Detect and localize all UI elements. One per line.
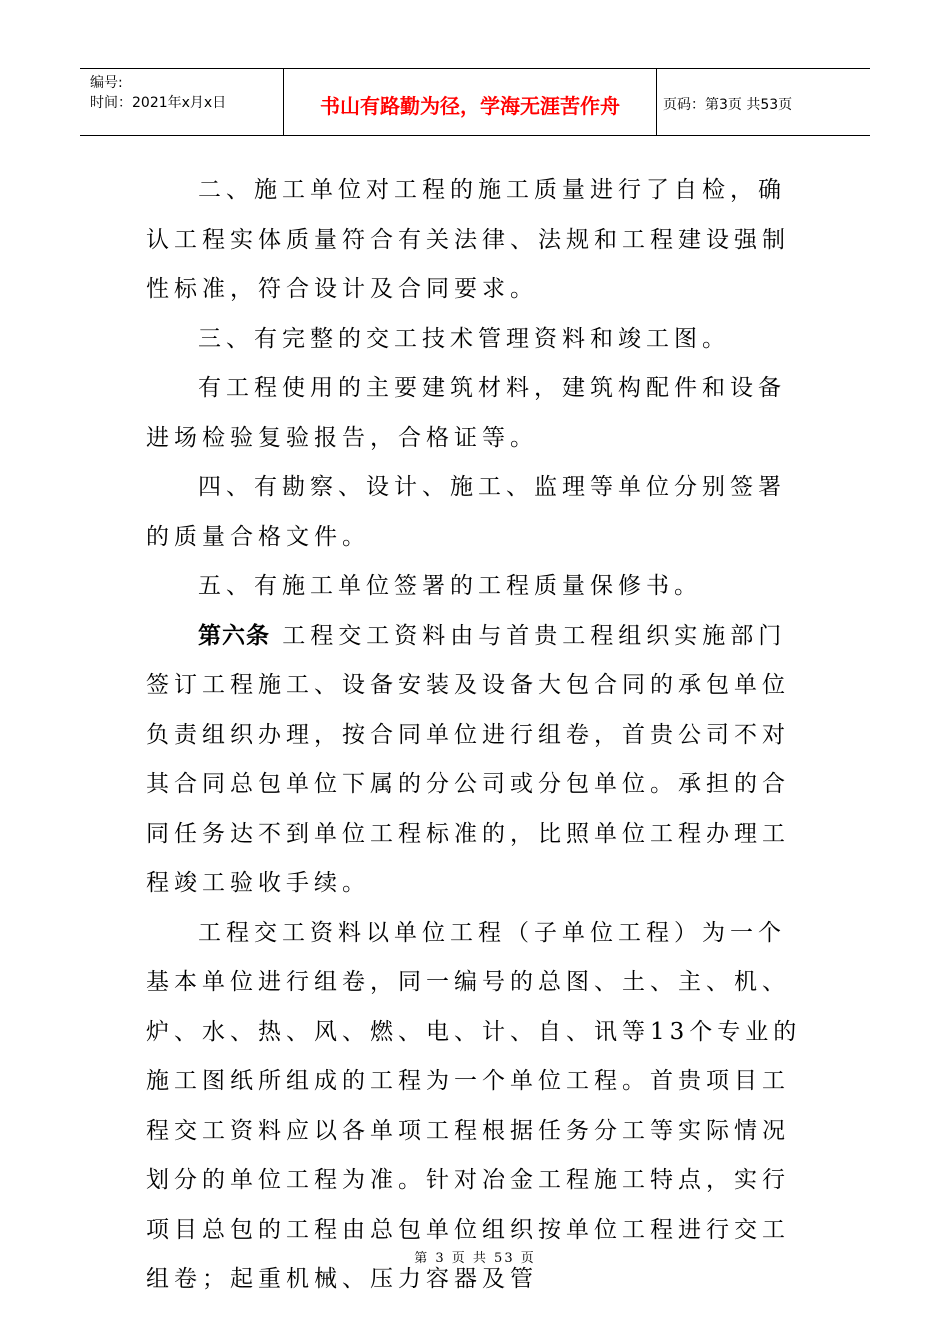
paragraph-unit-engineering: 工程交工资料以单位工程（子单位工程）为一个基本单位进行组卷，同一编号的总图、土、主、机、炉、水、热、风、燃、电、计、自、讯等13个专业的施工图纸所组成的工程为一个单位工程。首贵项目工程交工资料应以各单项工程根据任务分工等实际情况划分的单位工程为准。针对冶金工程施工特点，实行项目总包的工程由总包单位组织按单位工程进行交工组卷；起重机械、压力容器及管 (146, 919, 802, 1292)
paragraph-item-4: 四、有勘察、设计、施工、监理等单位分别签署的质量合格文件。 (146, 474, 786, 550)
paragraph-item-3: 三、有完整的交工技术管理资料和竣工图。 (198, 325, 730, 352)
page-footer: 第 3 页 共 53 页 (414, 1251, 536, 1266)
header-motto-cell (284, 69, 657, 135)
document-time-label: 时间：2021年x月x日 (90, 95, 227, 111)
paragraph-materials: 有工程使用的主要建筑材料，建筑构配件和设备进场检验复验报告，合格证等。 (146, 375, 786, 451)
paragraph-item-5: 五、有施工单位签署的工程质量保修书。 (198, 573, 702, 599)
paragraph-item-2: 二、施工单位对工程的施工质量进行了自检，确认工程实体质量符合有关法律、法规和工程建设强制性标准，符合设计及合同要求。 (146, 177, 790, 302)
header-meta-cell (80, 69, 284, 135)
article-label: 第六条 (198, 622, 270, 649)
header-page-cell (657, 69, 870, 135)
page-header (80, 68, 870, 136)
document-body (146, 166, 806, 1305)
header-motto: 书山有路勤为径，学海无涯苦作舟 (320, 93, 620, 118)
header-page-number: 页码：第3页 共53页 (663, 97, 793, 113)
document-number-label: 编号: (90, 75, 123, 91)
paragraph-article-6 (146, 612, 806, 909)
article-text: 工程交工资料由与首贵工程组织实施部门签订工程施工、设备安装及设备大包合同的承包单位负责组织办理，按合同单位进行组卷，首贵公司不对其合同总包单位下属的分公司或分包单位。承担的合同任务达不到单位工程标准的，比照单位工程办理工程竣工验收手续。 (146, 622, 790, 896)
